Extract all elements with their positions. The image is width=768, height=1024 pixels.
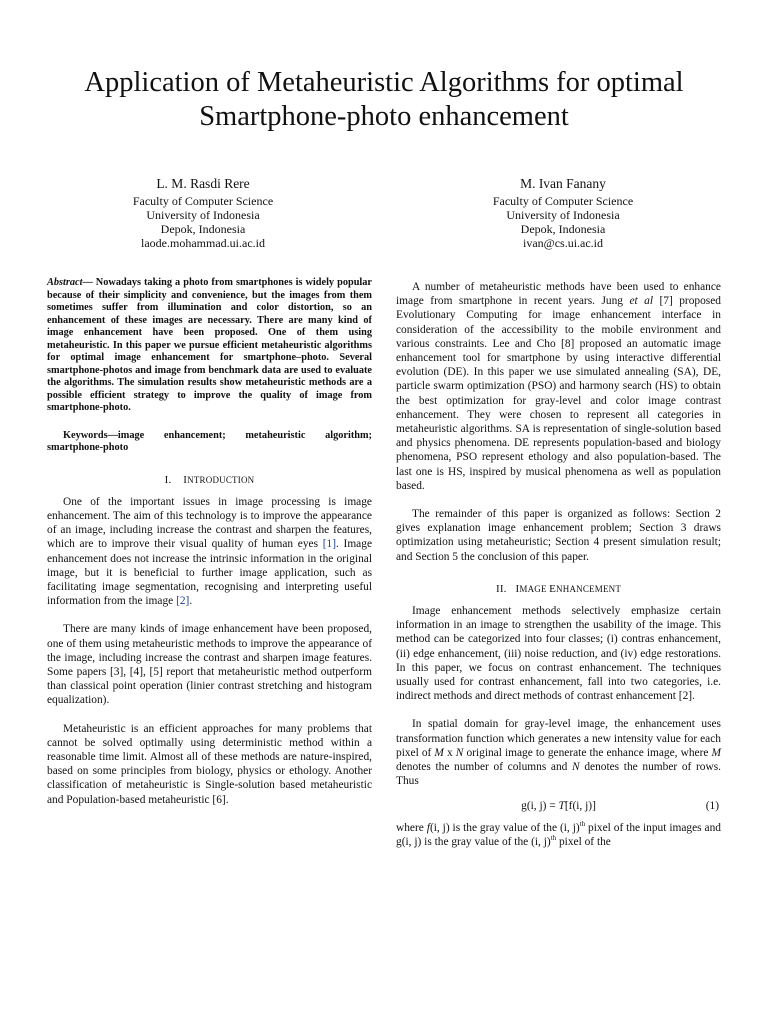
equation-1: g(i, j) = T[f(i, j)] (1) [521,799,719,812]
citation-link[interactable]: [1] [322,538,337,551]
author-name: M. Ivan Fanany [520,176,606,191]
author-name: L. M. Rasdi Rere [156,176,250,191]
abstract-text: Nowadays taking a photo from smartphones is widely popular because of their simplicity and convenience, but the images from them sometimes suffer from illumination and color distortion, so an enhancement of these images are necessary. There are many kind of image enhancement have been proposed. One of them using metaheuristic. In this paper we pursue efficient metaheuristic algorithms for optimal image enhancement for smartphone–photo. Several smartphone-photos and image from benchmark data are used to evaluate the algorithms. The simulation results show metaheuristic methods are a possible efficient strategy to improve the quality of image from smartphone-photo. [47,277,372,413]
intro-paragraph-1: One of the important issues in image processing is image enhancement. The aim of this technology is to improve the appearance of an image, including increase the contrast and sharpen the features, which are to improve their visual quality of human eyes [1]. Image enhancement does not increase the intrinsic information in the original image, but it is beneficial to further image application, such as facilitating image segmentation, recognising and interpreting useful information from the image [2]. [47,495,372,608]
author-affiliation: Faculty of Computer Science [132,194,274,208]
author-email: laode.mohammad.ui.ac.id [141,236,265,250]
section-heading-image-enhancement: II. IMAGE ENHANCEMENT [495,582,622,595]
author-block-1 [53,176,353,250]
left-column [47,277,372,807]
right-paragraph-5: where f(i, j) is the gray value of the (i, j)$^{th}$ pixel of the input images and g(i, j) is the gray value of the (i, j)$^{th}$ pixel of the [396,819,721,848]
author-block-2 [413,176,713,250]
right-column [396,280,721,849]
equation-number: (1) [705,799,719,812]
abstract-label: Abstract [47,277,83,288]
author-email: ivan@cs.ui.ac.id [522,236,604,250]
author-location: Depok, Indonesia [520,222,606,236]
right-paragraph-1: A number of metaheuristic methods have been used to enhance image from smartphone in recent years. Jung et al [7] proposed Evolutionary Computing for image enhancement interface in consideration of the accessibility to the mobile environment and various constraints. Lee and Cho [8] proposed an automatic image enhancement tool for smartphone by using interactive differential evolution (DE). In this paper we use simulated annealing (SA), DE, particle swarm optimization (PSO) and harmony search (HS) to obtain the best optimization for gray-level and color image contrast enhancement. They were chosen to represent all categories in metaheuristic algorithms. SA is representation of single-solution based and physics phenomena. DE represents population-based and biology phenomena, PSO represent ethology and also population-based. The last one is HS, inspired by musical phenomena as well as population based. [396,281,721,492]
section-heading-introduction: I. INTRODUCTION [164,473,255,486]
abstract [47,277,372,415]
author-institution: University of Indonesia [146,208,260,222]
paper-title: Application of Metaheuristic Algorithms for optimal Smartphone-photo enhancement [84,67,684,132]
author-location: Depok, Indonesia [160,222,246,236]
keywords: Keywords—image enhancement; metaheuristic algorithm; smartphone-photo [47,429,372,453]
right-paragraph-3: Image enhancement methods selectively emphasize certain information in an image to strengthen the usability of the image. This method can be categorized into four classes; (i) contras enhancement, (ii) edge enhancement, (iii) noise reduction, and (iv) edge restorations. In this paper, we focus on contrast enhancement. The techniques usually used for contrast enhancement, fall into two categories, i.e. indirect methods and direct methods of contrast enhancement [2]. [396,605,721,703]
citation-link[interactable]: [2] [176,595,190,608]
right-paragraph-2: The remainder of this paper is organized as follows: Section 2 gives explanation image enhancement problem; Section 3 draws optimization using metaheuristic; Section 4 present simulation result; and Section 5 the conclusion of this paper. [396,508,721,563]
author-affiliation: Faculty of Computer Science [492,194,634,208]
abstract-dash: — [82,277,96,288]
author-institution: University of Indonesia [506,208,620,222]
intro-paragraph-3: Metaheuristic is an efficient approaches for many problems that cannot be solved optimally using deterministic method within a reasonable time limit. Almost all of these methods are nature-inspired, based on some principles from biology, physics or ethology. Another classification of metaheuristic is Single-solution based metaheuristic and Population-based metaheuristic [6]. [47,722,372,806]
right-paragraph-4: In spatial domain for gray-level image, the enhancement uses transformation function which generates a new intensity value for each pixel of M x N original image to generate the enhance image, where M denotes the number of columns and N denotes the number of rows. Thus [396,718,721,788]
intro-paragraph-2: There are many kinds of image enhancement have been proposed, one of them using metaheuristic methods to improve the appearance of the image, including increase the contrast and sharpen image features. Some papers [3], [4], [5] report that metaheuristic method outperform than classical point operation (linier contrast stretching and histogram equalization). [47,623,372,707]
